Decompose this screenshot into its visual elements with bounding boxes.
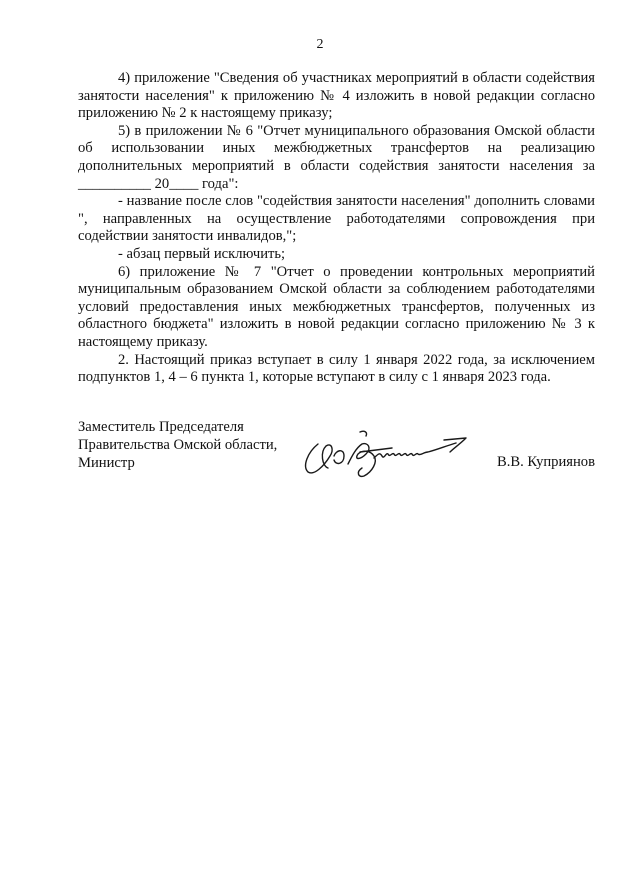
signature-block <box>78 418 595 488</box>
paragraph-item-4: 4) приложение "Сведения об участниках мероприятий в области содействия занятости населения" к приложению № 4 изложить в новой редакции согласно приложению № 2 к настоящему приказу; <box>78 70 595 122</box>
document-body <box>78 70 595 387</box>
paragraph-item-6: 6) приложение № 7 "Отчет о проведении контрольных мероприятий муниципальным образованием Омской области за соблюдением работодателями условий предоставления иных межбюджетных трансфертов, полученных из областного бюджета" изложить в новой редакции согласно приложению № 3 к настоящему приказу. <box>78 263 595 350</box>
signer-name: В.В. Куприянов <box>497 454 595 470</box>
signer-title-line: Заместитель Председателя <box>78 419 244 435</box>
paragraph-effective-date: 2. Настоящий приказ вступает в силу 1 января 2022 года, за исключением подпунктов 1, 4 – 6 пункта 1, которые вступают в силу с 1 января 2023 года. <box>78 351 595 386</box>
page-number: 2 <box>316 37 324 52</box>
paragraph-title-amendment: - название после слов "содействия занятости населения" дополнить словами ", направленных на осуществление работодателями сопровождения при содействии занятости инвалидов,"; <box>78 193 595 245</box>
signer-title-line: Правительства Омской области, <box>78 437 278 453</box>
handwritten-signature <box>300 426 475 478</box>
signer-title-line: Министр <box>78 455 135 471</box>
paragraph-remove-first: - абзац первый исключить; <box>118 245 286 262</box>
signer-title <box>78 418 277 472</box>
paragraph-item-5: 5) в приложении № 6 "Отчет муниципального образования Омской области об использовании иных межбюджетных трансфертов на реализацию дополнительных мероприятий в области содействия занятости населения за __________ 20____ года": <box>78 122 595 192</box>
